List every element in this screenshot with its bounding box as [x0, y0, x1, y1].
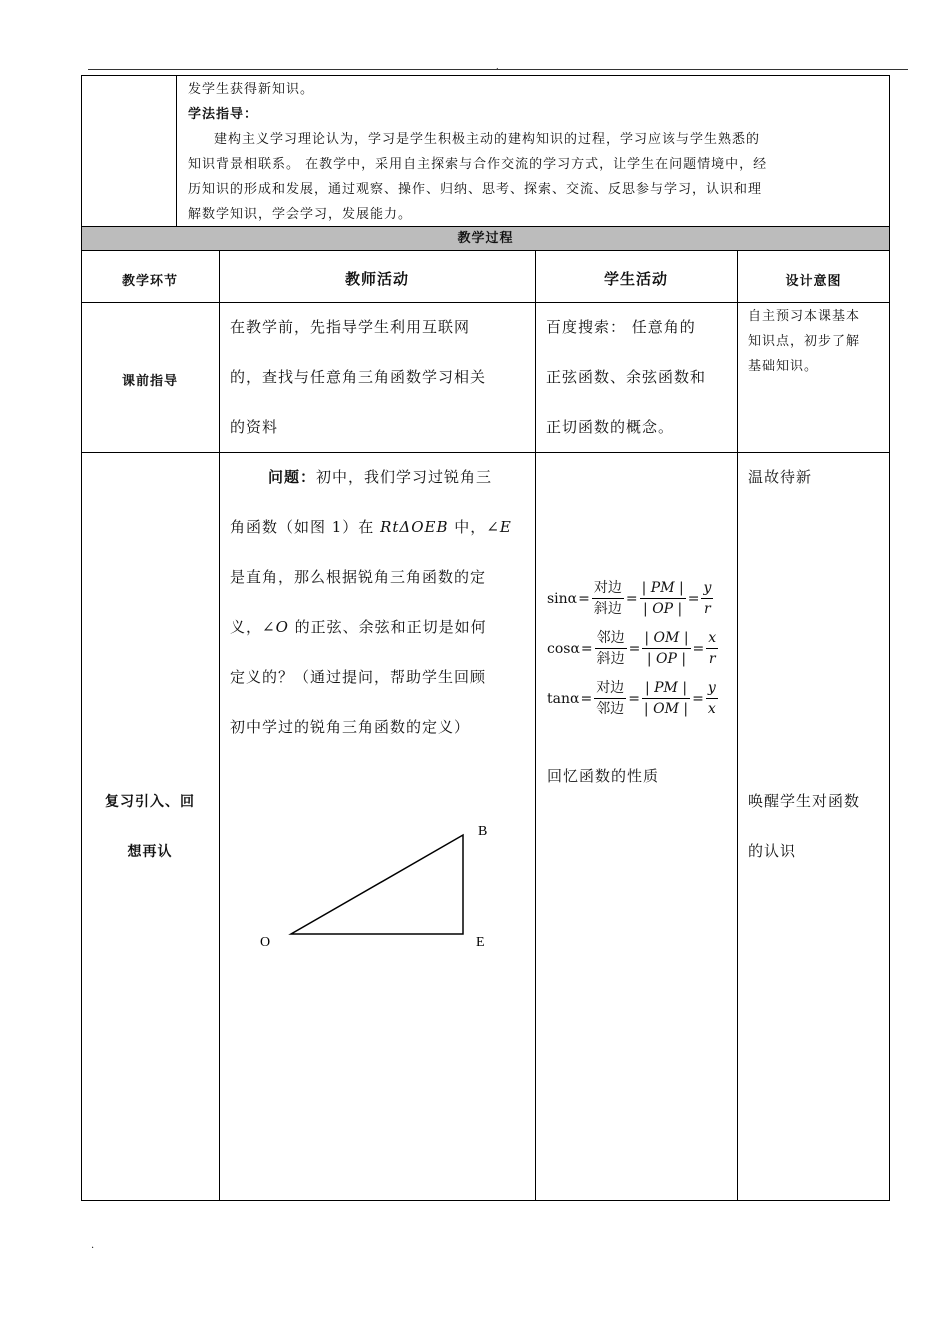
sin-fn: sinα [547, 590, 578, 607]
sin-frac-2: $\frac{| PM |}{| OP |}$ [641, 580, 684, 617]
guide-line-1: 建构主义学习理论认为，学习是学生积极主动的建构知识的过程，学习应该与学生熟悉的 [214, 132, 761, 147]
stage-review-line-1: 复习引入、回 [105, 794, 195, 810]
method-section-divider [176, 75, 177, 227]
cos-frac-2: $\frac{| OM |}{| OP |}$ [644, 630, 689, 667]
teacher-preclass-line-1: 在教学前，先指导学生利用互联网 [230, 318, 471, 336]
angle-o: ∠O [262, 618, 289, 636]
label-b: B [478, 824, 488, 839]
col-divider-3 [737, 250, 738, 1201]
intent-review-2-line-1: 唤醒学生对函数 [748, 792, 861, 810]
process-title-bar [81, 226, 890, 251]
formula-tan: tanα= $\frac{\text{对边}}{\text{邻边}}$ = $\frac{| PM |}{| OM |}$ = $\frac{y}{x}$ [547, 680, 716, 717]
question-line-4-b: 的正弦、余弦和正切是如何 [288, 618, 487, 636]
formula-sin: sinα= $\frac{\text{对边}}{\text{斜边}}$ = $\frac{| PM |}{| OP |}$ = $\frac{y}{r}$ [547, 580, 712, 617]
question-line-5: 定义的？（通过提问，帮助学生回顾 [230, 668, 487, 686]
question-line-4-a: 义， [230, 618, 263, 636]
header-dot: . [496, 62, 499, 71]
label-o: O [260, 935, 271, 950]
method-line-1: 发学生获得新知识。 [188, 82, 315, 97]
question-line-1-text: 初中，我们学习过锐角三 [316, 468, 493, 486]
tan-frac-2: $\frac{| PM |}{| OM |}$ [643, 680, 689, 717]
tan-fn: tanα [547, 690, 580, 707]
guide-line-2: 知识背景相联系。 在教学中，采用自主探索与合作交流的学习方式，让学生在问题情境中，经 [188, 157, 768, 172]
formula-cos: cosα= $\frac{\text{邻边}}{\text{斜边}}$ = $\frac{| OM |}{| OP |}$ = $\frac{x}{r}$ [547, 630, 717, 667]
footer-dot: . [91, 1240, 95, 1251]
question-line-2-a: 角函数（如图 1）在 [230, 518, 381, 536]
intent-review-1: 温故待新 [748, 468, 813, 486]
stage-review [81, 777, 219, 877]
triangle-name: RtΔOEB [380, 518, 449, 536]
sin-frac-1: $\frac{\text{对边}}{\text{斜边}}$ [593, 580, 622, 617]
intent-preclass-line-3: 基础知识。 [748, 359, 819, 374]
header-rule [88, 69, 908, 70]
student-recall: 回忆函数的性质 [547, 767, 660, 785]
student-preclass-line-1: 百度搜索： 任意角的 [546, 318, 696, 336]
cos-frac-3: $\frac{x}{r}$ [708, 630, 717, 667]
question-label: 问题： [268, 468, 317, 486]
learning-guide-title: 学法指导： [188, 107, 259, 122]
question-line-4 [230, 602, 535, 652]
intent-preclass [748, 304, 888, 379]
guide-line-4: 解数学知识，学会学习，发展能力。 [188, 207, 413, 222]
col-divider-2 [535, 250, 536, 1201]
question-line-6: 初中学过的锐角三角函数的定义） [230, 718, 471, 736]
col-divider-1 [219, 250, 220, 1201]
tan-frac-3: $\frac{y}{x}$ [707, 680, 716, 717]
intent-review-2 [748, 776, 888, 876]
question-line-3: 是直角，那么根据锐角三角函数的定 [230, 568, 487, 586]
student-preclass [546, 302, 736, 452]
teacher-preclass-line-3: 的资料 [230, 418, 279, 436]
question-line-2-b: 中， [448, 518, 487, 536]
intent-preclass-line-1: 自主预习本课基本 [748, 309, 861, 324]
student-preclass-line-3: 正切函数的概念。 [546, 418, 675, 436]
student-preclass-line-2: 正弦函数、余弦函数和 [546, 368, 707, 386]
intent-preclass-line-2: 知识点，初步了解 [748, 334, 861, 349]
angle-e: ∠E [486, 518, 512, 536]
label-e: E [476, 935, 485, 950]
question-line-1 [230, 452, 535, 502]
tan-frac-1: $\frac{\text{对边}}{\text{邻边}}$ [596, 680, 625, 717]
triangle-oeb [291, 835, 463, 934]
sin-frac-3: $\frac{y}{r}$ [703, 580, 712, 617]
stage-review-line-2: 想再认 [127, 844, 173, 860]
teacher-preclass [230, 302, 530, 452]
teacher-preclass-line-2: 的，查找与任意角三角函数学习相关 [230, 368, 487, 386]
cos-fn: cosα [547, 640, 580, 657]
stage-preclass: 课前指导 [121, 374, 178, 389]
intent-review-2-line-2: 的认识 [748, 842, 797, 860]
guide-line-3: 历知识的形成和发展，通过观察、操作、归纳、思考、探索、交流、反思参与学习，认识和理 [188, 182, 763, 197]
teacher-question [230, 452, 535, 752]
method-text [188, 77, 888, 227]
cos-frac-1: $\frac{\text{邻边}}{\text{斜边}}$ [596, 630, 625, 667]
question-line-2 [230, 502, 535, 552]
process-title: 教学过程 [457, 231, 514, 246]
header-stage: 教学环节 [121, 274, 178, 289]
triangle-figure [250, 815, 510, 960]
header-student: 学生活动 [603, 270, 668, 288]
header-teacher: 教师活动 [344, 270, 409, 288]
header-intent: 设计意图 [785, 274, 842, 289]
